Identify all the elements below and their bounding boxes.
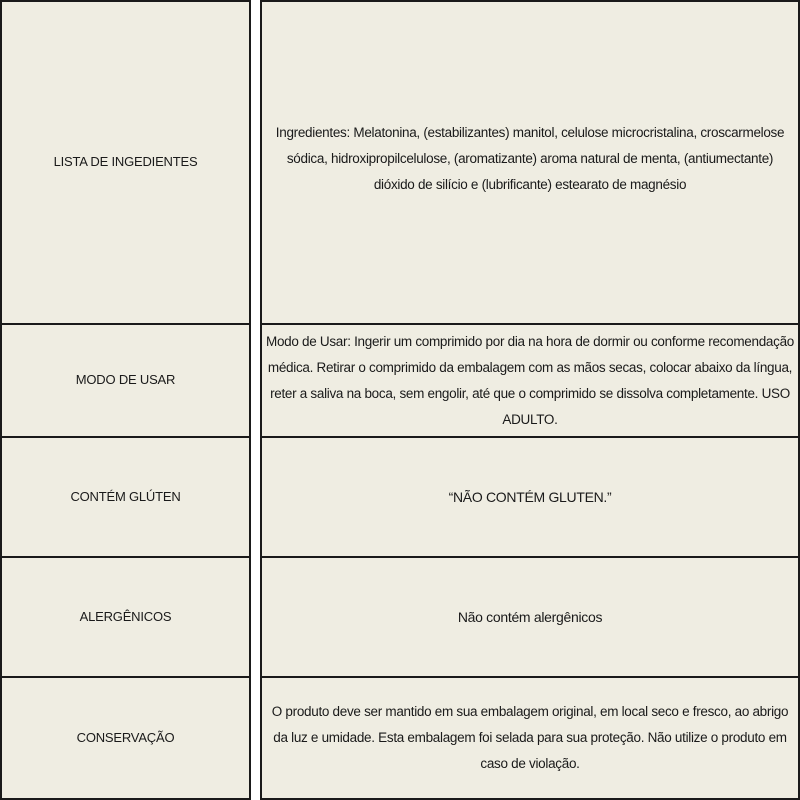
row-label-allergens (0, 556, 251, 678)
row-label-storage (0, 676, 251, 800)
directions-label: MODO DE USAR (75, 372, 176, 388)
row-value-gluten (260, 436, 800, 558)
row-label-directions (0, 323, 251, 438)
gluten-label: CONTÉM GLÚTEN (70, 488, 181, 504)
storage-text: O produto deve ser mantido em sua embalagem original, em local seco e fresco, ao abrigo da luz e umidade. Esta embalagem foi selada para sua proteção. Não utilize o produto em caso de violação. (271, 704, 789, 771)
row-value-storage (260, 676, 800, 800)
row-label-gluten (0, 436, 251, 558)
row-value-allergens (260, 556, 800, 678)
storage-label: CONSERVAÇÃO (76, 729, 175, 745)
gluten-text: “NÃO CONTÉM GLUTEN.” (448, 489, 612, 505)
allergens-label: ALERGÊNICOS (79, 608, 172, 624)
row-label-ingredients (0, 0, 251, 325)
row-value-ingredients (260, 0, 800, 325)
directions-text: Modo de Usar: Ingerir um comprimido por dia na hora de dormir ou conforme recomendação médica. Retirar o comprimido da embalagem com as mãos secas, colocar abaixo da língua, reter a saliva na boca, sem engolir, até que o comprimido se dissolva completamente. USO ADULTO. (266, 333, 794, 427)
ingredients-text: Ingredientes: Melatonina, (estabilizantes) manitol, celulose microcristalina, croscarmelose sódica, hidroxipropilcelulose, (aromatizante) aroma natural de menta, (antiumectante) dióxido de silício e (lubrificante) estearato de magnésio (275, 125, 785, 192)
allergens-text: Não contém alergênicos (457, 609, 603, 625)
row-value-directions (260, 323, 800, 438)
ingredients-label: LISTA DE INGEDIENTES (53, 154, 198, 170)
